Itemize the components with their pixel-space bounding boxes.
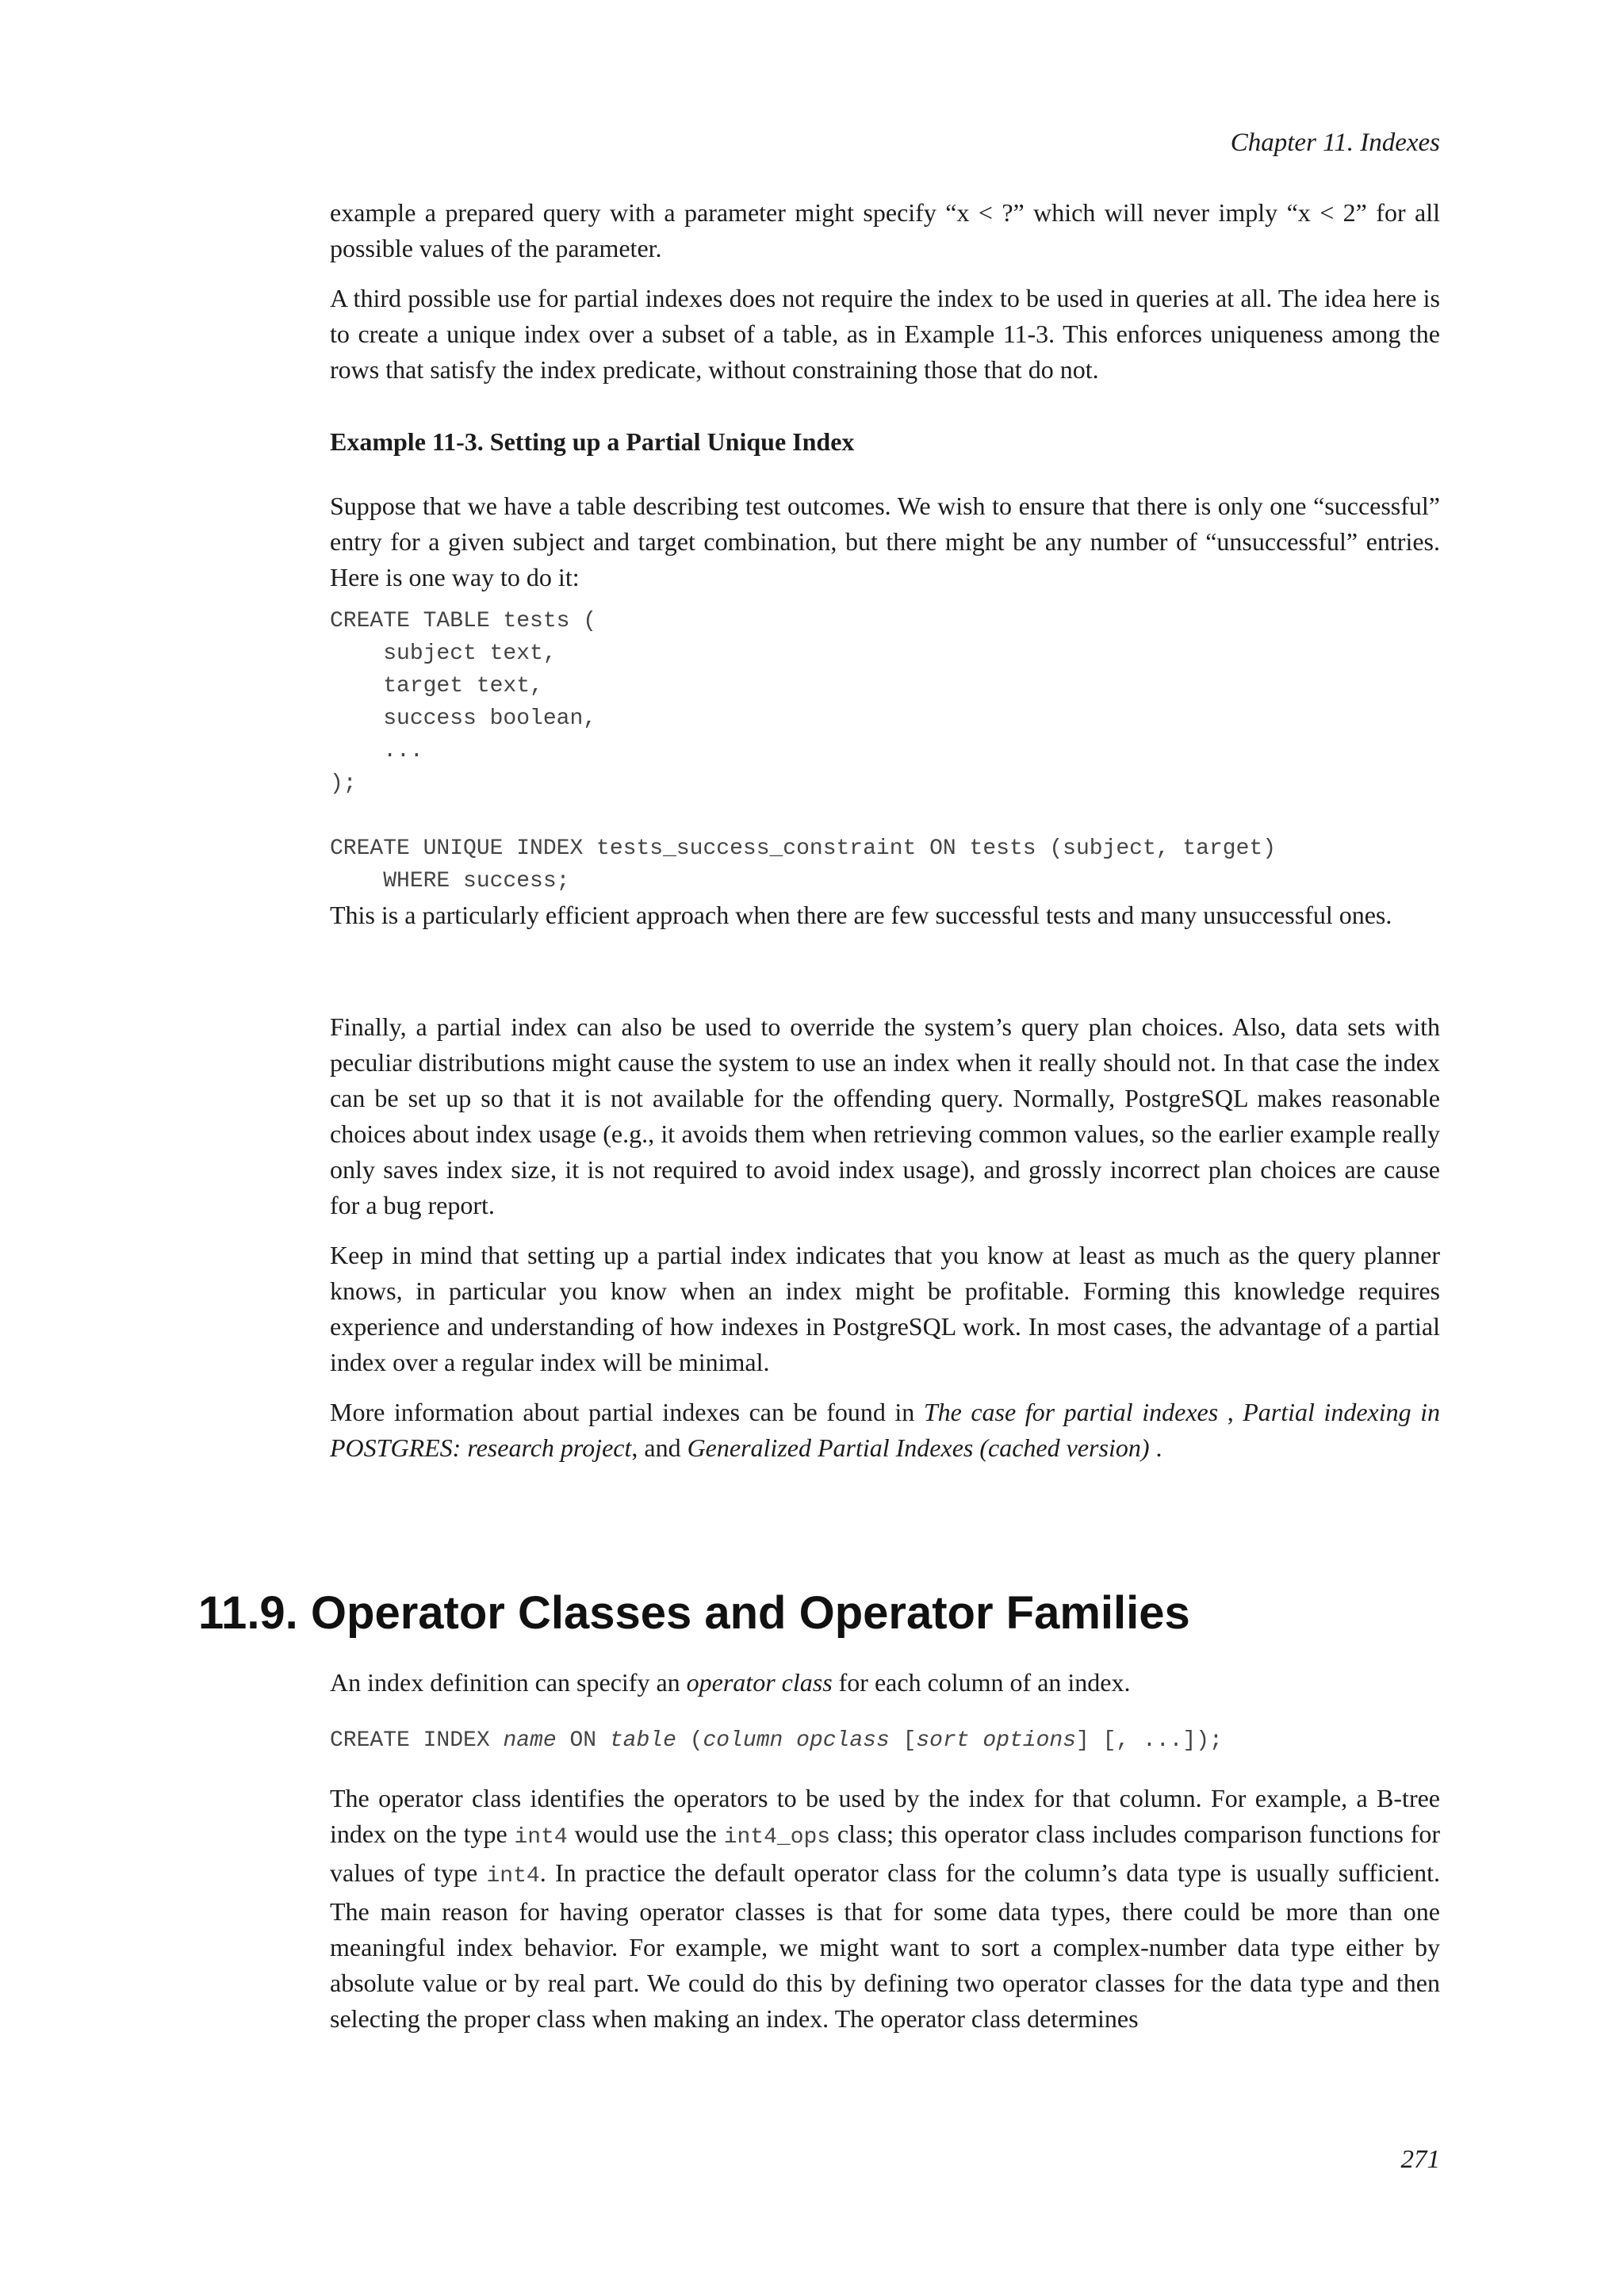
syntax-block: CREATE INDEX name ON table (column opclass [sort options] [, ...]); [330,1728,1223,1753]
paragraph: The operator class identifies the operators to be used by the index for that column. For example, a B-tree index on the type int4 would use the int4_ops class; this operator class includes comparison functions for values of type int4. In practice the default operator class for the column’s data type is usually sufficient. The main reason for having operator classes is that for some data types, there could be more than one meaningful index behavior. For example, we might want to sort a complex-number data type either by absolute value or by real part. We could do this by defining two operator classes for the data type and then selecting the proper class when making an index. The operator class determines [330,1784,1441,2033]
paragraph: Finally, a partial index can also be used to override the system’s query plan choices. Also, data sets with peculiar distributions might cause the system to use an index when it really should not. In that case the index can be set up so that it is not available for the offending query. Normally, PostgreSQL makes reasonable choices about index usage (e.g., it avoids them when retrieving common values, so the earlier example really only saves index size, it is not required to avoid index usage), and grossly incorrect plan choices are cause for a bug report. [330,1012,1440,1219]
section-title: 11.9. Operator Classes and Operator Families [198,1587,1190,1639]
main-content [330,195,1440,1466]
example-intro: Suppose that we have a table describing test outcomes. We wish to ensure that there is only one “successful” entry for a given subject and target combination, but there might be any number of “unsuccessful” entries. Here is one way to do it: [330,492,1440,591]
example-title: Example 11-3. Setting up a Partial Unique Index [330,427,855,456]
page-number: 271 [1400,2145,1440,2174]
running-header: Chapter 11. Indexes [1230,128,1440,157]
section-body [330,1665,1440,2037]
section-intro: An index definition can specify an operator class for each column of an index. [330,1668,1131,1697]
code-inline: int4 [486,1864,540,1888]
reference-link[interactable]: Partial indexing in POSTGRES: research project [330,1398,1441,1462]
reference-link[interactable]: The case for partial indexes [923,1398,1219,1426]
code-inline: int4 [514,1825,568,1850]
example-outro: This is a particularly efficient approach when there are few successful tests and many unsuccessful ones. [330,901,1392,929]
paragraph-references: More information about partial indexes can be found in The case for partial indexes , Partial indexing in POSTGRES: research project, and Generalized Partial Indexes (cached version) . [330,1398,1441,1462]
paragraph: A third possible use for partial indexes does not require the index to be used in queries at all. The idea here is to create a unique index over a subset of a table, as in Example 11-3. This enforces uniqueness among the rows that satisfy the index predicate, without constraining those that do not. [330,284,1440,384]
code-block: CREATE TABLE tests ( subject text, target text, success boolean, ... ); CREATE UNIQUE INDEX tests_success_constraint ON tests (subject, target) WHERE success; [330,609,1276,894]
reference-link[interactable]: Generalized Partial Indexes (cached version) [687,1433,1150,1462]
code-inline: int4_ops [723,1825,831,1850]
paragraph: example a prepared query with a parameter might specify “x < ?” which will never imply “x < 2” for all possible values of the parameter. [330,198,1440,262]
term: operator class [686,1668,833,1697]
example-block [330,488,1440,933]
paragraph: Keep in mind that setting up a partial index indicates that you know at least as much as the query planner knows, in particular you know when an index might be profitable. Forming this knowledge requires experience and understanding of how indexes in PostgreSQL work. In most cases, the advantage of a partial index over a regular index will be minimal. [330,1241,1440,1376]
